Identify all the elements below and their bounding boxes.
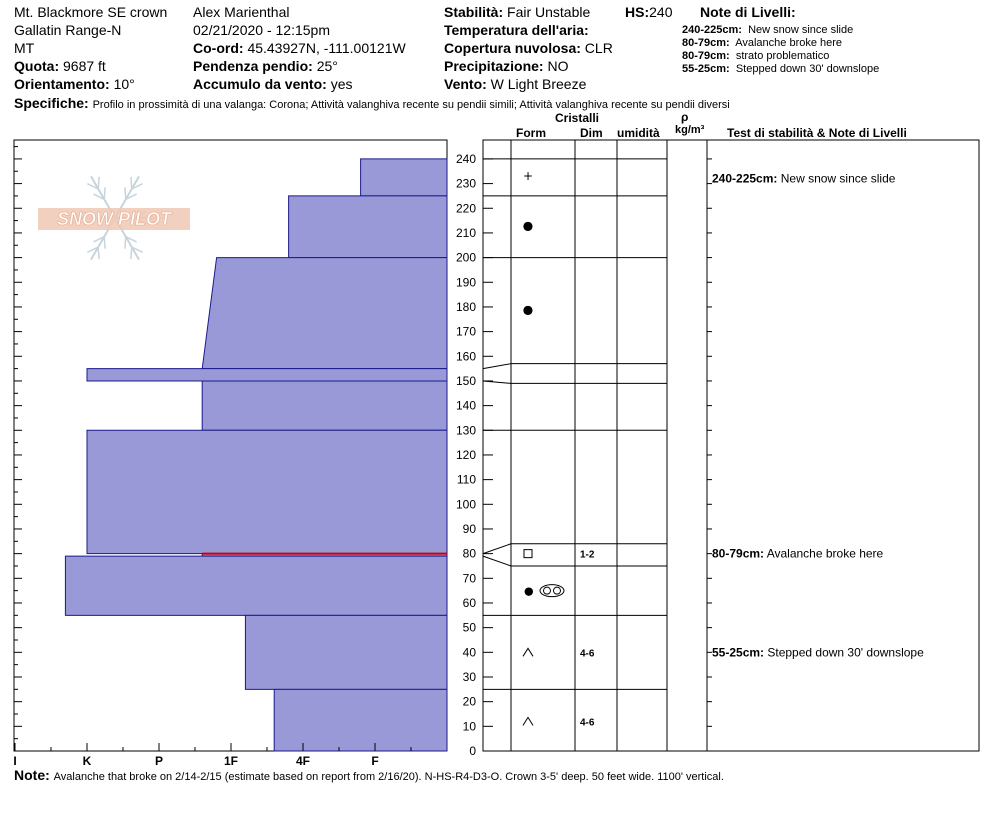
depth-label: 190 [455, 275, 476, 290]
layer-note-text: strato problematico [735, 50, 830, 62]
crystal-form [523, 648, 533, 656]
depth-label: 150 [455, 373, 476, 388]
stability-value: Fair Unstable [507, 4, 591, 20]
crystal-size: 4-6 [580, 648, 595, 660]
snowflake-branch [98, 177, 99, 189]
depth-label: 50 [462, 620, 476, 635]
specifics-label: Specifiche: [14, 95, 89, 111]
hardness-label: 4F [295, 754, 311, 768]
observer-name: Alex Marienthal [193, 4, 290, 20]
location-name: Mt. Blackmore SE crown [14, 4, 168, 20]
layer-boundary-tie [483, 381, 511, 383]
range-name: Gallatin Range-N [14, 22, 122, 38]
crystal-form: ● [524, 584, 534, 598]
footer-text: Avalanche that broke on 2/14-2/15 (estimate based on report from 2/16/20). N-HS-R4-D3-O. Crown 3-5' deep. 50 feet wide. 1100' vertical. [53, 771, 724, 783]
snowflake-branch [125, 237, 126, 249]
snowflake-branch [98, 247, 99, 259]
crystals-header: Cristalli [555, 111, 600, 125]
test-note-range: 80-79cm: [712, 546, 765, 561]
crystal-form-ring [554, 587, 561, 594]
depth-label: 200 [455, 250, 476, 265]
depth-label: 220 [455, 201, 476, 216]
test-note-text: Avalanche broke here [764, 546, 884, 561]
layer-note-range: 80-79cm: [682, 37, 730, 49]
test-note [712, 547, 884, 561]
density-header: kg/m³ [675, 124, 705, 136]
depth-label: 140 [455, 398, 476, 413]
depth-label: 180 [455, 299, 476, 314]
hardness-label: K [82, 754, 92, 768]
snowflake-branch [104, 237, 105, 249]
footer-note [14, 767, 724, 784]
coord-value: 45.43927N, -111.00121W [247, 40, 406, 56]
aspect-value: 10° [113, 76, 135, 92]
hs-label: HS: [625, 4, 650, 20]
depth-label: 60 [462, 595, 476, 610]
specifics-value: Profilo in prossimità di una valanga: Corona; Attività valanghiva recente su pendii simili; Attività valanghiva recente su pendii diversi [92, 99, 730, 111]
crystal-size: 1-2 [580, 549, 595, 561]
hardness-layer [245, 615, 447, 689]
hardness-label: F [371, 754, 379, 768]
depth-label: 110 [456, 472, 476, 487]
hardness-layer [202, 381, 447, 430]
depth-label: 170 [455, 324, 476, 339]
depth-label: 10 [462, 719, 476, 734]
slope-value: 25° [316, 58, 338, 74]
sky-label: Copertura nuvolosa: [444, 40, 581, 56]
depth-label: 0 [469, 744, 476, 758]
rho-header: ρ [681, 110, 689, 124]
hs-value: 240 [649, 4, 673, 20]
layer-note-text: Avalanche broke here [735, 37, 843, 49]
stability-label: Stabilità: [444, 4, 504, 20]
form-header: Form [516, 126, 546, 140]
wind-loading-label: Accumulo da vento: [193, 76, 327, 92]
air-temp-label: Temperatura dell'aria: [444, 22, 589, 38]
depth-label: 100 [455, 497, 476, 512]
profile-table-frame [483, 140, 979, 751]
sky-value: CLR [584, 40, 613, 56]
layer-notes-title: Note di Livelli: [700, 4, 796, 20]
precip-label: Precipitazione: [444, 58, 544, 74]
depth-label: 130 [455, 423, 476, 438]
coord-label: Co-ord: [193, 40, 244, 56]
logo-text: SNOW PILOT [57, 209, 171, 229]
hardness-layer [289, 196, 447, 258]
hardness-layer [274, 689, 447, 751]
state-name: MT [14, 40, 35, 56]
hardness-layer [361, 159, 447, 196]
elevation-value: 9687 ft [63, 58, 106, 74]
crystal-form-ring [544, 587, 551, 594]
hardness-layer [65, 556, 447, 615]
hardness-label: P [154, 754, 164, 768]
layer-boundary-tie [483, 364, 511, 369]
hardness-label: 1F [223, 754, 239, 768]
tests-header: Test di stabilità & Note di Livelli [727, 126, 907, 140]
hardness-layer [87, 430, 447, 553]
crystal-form: ● [522, 302, 534, 317]
test-note-range: 55-25cm: [712, 645, 765, 660]
crystal-form: + [522, 169, 534, 184]
aspect-label: Orientamento: [14, 76, 110, 92]
depth-label: 120 [455, 447, 476, 462]
observation-datetime: 02/21/2020 - 12:15pm [193, 22, 330, 38]
layer-note-range: 55-25cm: [682, 63, 730, 75]
footer-label: Note: [14, 767, 50, 783]
layer-boundary-tie [483, 544, 511, 554]
test-note-range: 240-225cm: [712, 171, 778, 186]
depth-label: 20 [462, 694, 476, 709]
hardness-layer [202, 258, 447, 369]
precip-value: NO [547, 58, 569, 74]
slope-label: Pendenza pendio: [193, 58, 313, 74]
wind-value: W Light Breeze [490, 76, 587, 92]
wind-loading-value: yes [330, 76, 353, 92]
test-note-text: New snow since slide [777, 171, 896, 186]
depth-label: 240 [455, 151, 476, 166]
depth-label: 30 [462, 669, 476, 684]
depth-label: 160 [455, 349, 476, 364]
wind-label: Vento: [444, 76, 487, 92]
size-header: Dim [580, 126, 603, 140]
crystal-form: ● [522, 218, 534, 233]
layer-boundary-tie [483, 556, 511, 566]
test-note [712, 172, 896, 186]
crystal-form [524, 550, 532, 558]
depth-label: 210 [455, 225, 476, 240]
layer-note-text: Stepped down 30' downslope [735, 63, 880, 75]
moisture-header: umidità [617, 126, 660, 140]
layer-note-range: 80-79cm: [682, 50, 730, 62]
crystal-size: 4-6 [580, 717, 595, 729]
depth-label: 90 [462, 521, 476, 536]
depth-label: 40 [462, 645, 476, 660]
snowflake-branch [131, 247, 132, 259]
depth-label: 70 [462, 571, 476, 586]
snowflake-branch [131, 177, 132, 189]
hardness-label: I [13, 754, 17, 768]
test-note-text: Stepped down 30' downslope [764, 645, 924, 660]
hardness-layer [87, 369, 447, 381]
snowflake-branch [125, 187, 126, 199]
layer-note-text: New snow since slide [748, 24, 854, 36]
snowpilot-logo [38, 176, 190, 259]
snowflake-branch [104, 187, 105, 199]
crystal-form [523, 717, 533, 725]
layer-note-range: 240-225cm: [682, 24, 742, 36]
test-note [712, 645, 924, 659]
depth-label: 80 [462, 546, 476, 561]
depth-label: 230 [455, 176, 476, 191]
elevation-label: Quota: [14, 58, 60, 74]
